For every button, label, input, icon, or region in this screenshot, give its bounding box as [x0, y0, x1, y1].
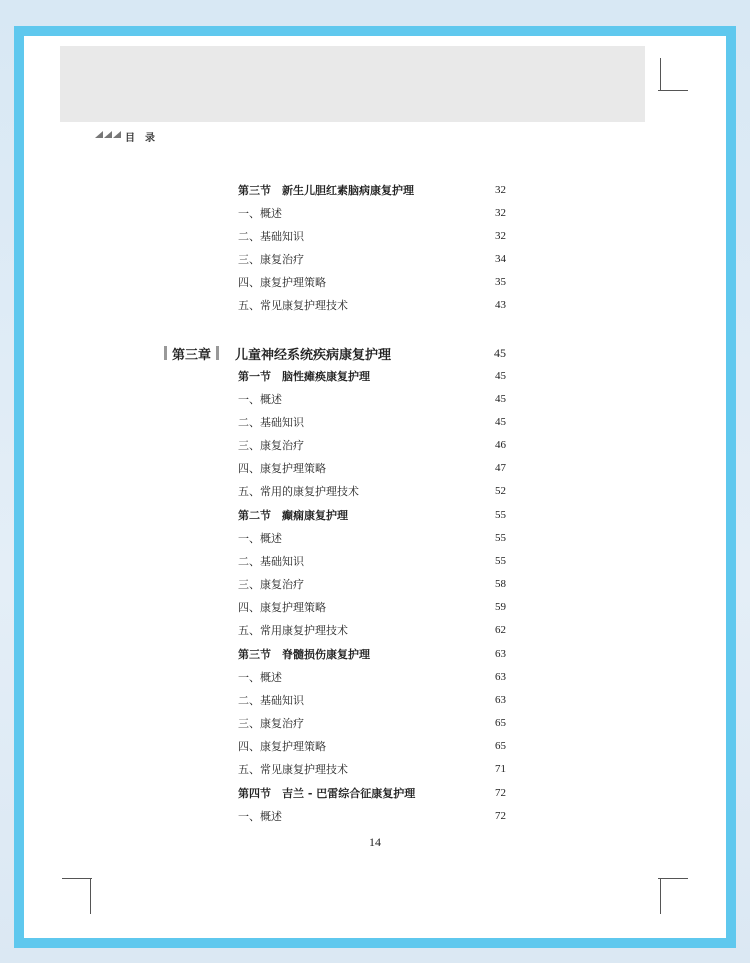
toc-section-row[interactable] — [238, 784, 506, 802]
toc-item-row[interactable] — [238, 390, 506, 408]
toc-item-title: 三、康复治疗 — [238, 578, 304, 591]
toc-page-number: 72 — [495, 810, 506, 822]
toc-page-number: 58 — [495, 578, 506, 590]
toc-item-title: 五、常见康复护理技术 — [238, 763, 348, 776]
toc-section-row[interactable] — [238, 645, 506, 663]
triangle-marker-icon — [113, 131, 121, 138]
toc-section-title: 第一节 脑性瘫痪康复护理 — [238, 370, 370, 383]
toc-item-row[interactable] — [238, 552, 506, 570]
toc-item-row[interactable] — [238, 760, 506, 778]
toc-section-row[interactable] — [238, 506, 506, 524]
toc-page-number: 45 — [495, 416, 506, 428]
page-number: 14 — [369, 835, 381, 849]
toc-section-row[interactable] — [238, 367, 506, 385]
toc-item-row[interactable] — [238, 668, 506, 686]
toc-item-row[interactable] — [238, 273, 506, 291]
toc-page-number: 55 — [495, 509, 506, 521]
toc-item-title: 四、康复护理策略 — [238, 601, 326, 614]
toc-page-number: 32 — [495, 184, 506, 196]
toc-item-title: 一、概述 — [238, 671, 282, 684]
toc-item-title: 一、概述 — [238, 532, 282, 545]
crop-mark-br-h — [658, 878, 688, 879]
toc-page-number: 35 — [495, 276, 506, 288]
toc-page-number: 46 — [495, 439, 506, 451]
crop-mark-tr-v — [660, 58, 661, 90]
triangle-marker-icon — [104, 131, 112, 138]
crop-mark-bl-v — [90, 878, 91, 914]
toc-item-row[interactable] — [238, 575, 506, 593]
crop-mark-br-v — [660, 878, 661, 914]
toc-item-title: 五、常见康复护理技术 — [238, 299, 348, 312]
toc-item-title: 二、基础知识 — [238, 416, 304, 429]
triangle-marker-icon — [95, 131, 103, 138]
toc-item-row[interactable] — [238, 227, 506, 245]
toc-item-row[interactable] — [238, 621, 506, 639]
toc-page-number: 55 — [495, 555, 506, 567]
toc-page-number: 63 — [495, 648, 506, 660]
chapter-bar-left — [164, 346, 167, 360]
toc-item-row[interactable] — [238, 436, 506, 454]
toc-page-number: 32 — [495, 207, 506, 219]
toc-page-number: 63 — [495, 671, 506, 683]
toc-section-title: 第四节 吉兰 - 巴雷综合征康复护理 — [238, 787, 416, 800]
chapter-label: 第三章 — [172, 346, 212, 362]
toc-page-number: 47 — [495, 462, 506, 474]
toc-item-title: 二、基础知识 — [238, 694, 304, 707]
toc-item-title: 五、常用康复护理技术 — [238, 624, 348, 637]
toc-item-title: 三、康复治疗 — [238, 253, 304, 266]
toc-page-number: 45 — [495, 370, 506, 382]
running-header-title: 目 录 — [125, 133, 155, 144]
toc-item-row[interactable] — [238, 714, 506, 732]
chapter-bar-right — [216, 346, 219, 360]
toc-section-title: 第三节 新生儿胆红素脑病康复护理 — [238, 184, 414, 197]
toc-item-row[interactable] — [238, 413, 506, 431]
toc-item-row[interactable] — [238, 737, 506, 755]
toc-section-title: 第二节 癫痫康复护理 — [238, 509, 348, 522]
crop-mark-tr-h — [658, 90, 688, 91]
toc-item-row[interactable] — [238, 807, 506, 825]
toc-item-title: 一、概述 — [238, 810, 282, 823]
toc-section-row[interactable] — [238, 181, 506, 199]
toc-item-title: 三、康复治疗 — [238, 717, 304, 730]
toc-page-number: 63 — [495, 694, 506, 706]
toc-item-row[interactable] — [238, 482, 506, 500]
toc-page-number: 65 — [495, 740, 506, 752]
toc-item-row[interactable] — [238, 204, 506, 222]
toc-page-number: 65 — [495, 717, 506, 729]
toc-item-title: 四、康复护理策略 — [238, 462, 326, 475]
toc-item-title: 一、概述 — [238, 207, 282, 220]
chapter-title: 儿童神经系统疾病康复护理 — [235, 347, 392, 363]
toc-section-title: 第三节 脊髓损伤康复护理 — [238, 648, 370, 661]
toc-item-title: 二、基础知识 — [238, 555, 304, 568]
header-markers — [95, 131, 121, 138]
toc-page-number: 71 — [495, 763, 506, 775]
toc-item-row[interactable] — [238, 459, 506, 477]
toc-item-row[interactable] — [238, 529, 506, 547]
toc-page-number: 32 — [495, 230, 506, 242]
toc-item-title: 三、康复治疗 — [238, 439, 304, 452]
toc-item-row[interactable] — [238, 598, 506, 616]
toc-page-number: 59 — [495, 601, 506, 613]
toc-item-row[interactable] — [238, 691, 506, 709]
toc-item-title: 四、康复护理策略 — [238, 740, 326, 753]
toc-item-row[interactable] — [238, 296, 506, 314]
toc-chapter-row[interactable] — [164, 343, 506, 363]
toc-item-title: 四、康复护理策略 — [238, 276, 326, 289]
toc-page-number: 43 — [495, 299, 506, 311]
toc-item-row[interactable] — [238, 250, 506, 268]
chapter-page-number: 45 — [494, 345, 506, 360]
toc-page-number: 72 — [495, 787, 506, 799]
toc-page-number: 55 — [495, 532, 506, 544]
toc-page-number: 34 — [495, 253, 506, 265]
crop-mark-bl-h — [62, 878, 92, 879]
running-header-band — [60, 46, 645, 122]
toc-page-number: 52 — [495, 485, 506, 497]
toc-item-title: 一、概述 — [238, 393, 282, 406]
toc-page-number: 45 — [495, 393, 506, 405]
toc-item-title: 二、基础知识 — [238, 230, 304, 243]
toc-page-number: 62 — [495, 624, 506, 636]
toc-item-title: 五、常用的康复护理技术 — [238, 485, 359, 498]
